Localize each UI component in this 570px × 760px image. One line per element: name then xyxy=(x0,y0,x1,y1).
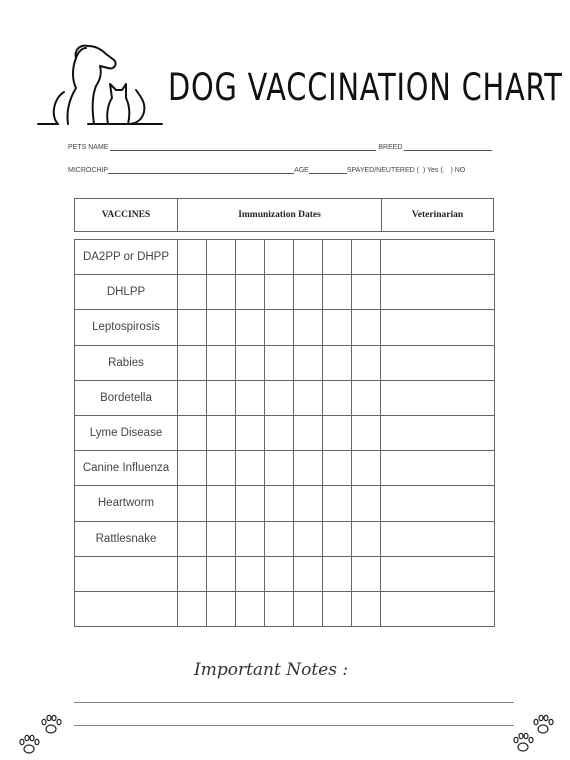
date-cell[interactable] xyxy=(236,451,265,486)
important-notes-label: Important Notes : xyxy=(194,660,349,680)
table-row xyxy=(75,240,495,275)
date-cell[interactable] xyxy=(265,345,294,380)
date-cell[interactable] xyxy=(294,556,323,591)
age-label: AGE xyxy=(294,167,309,174)
date-cell[interactable] xyxy=(236,310,265,345)
table-row xyxy=(75,415,495,450)
date-cell[interactable] xyxy=(207,556,236,591)
no-option[interactable]: ) NO xyxy=(450,167,466,174)
page-title: DOG VACCINATION CHART xyxy=(168,66,563,109)
date-cell[interactable] xyxy=(323,275,352,310)
vaccination-table xyxy=(74,239,495,627)
table-row xyxy=(75,310,495,345)
date-cell[interactable] xyxy=(323,451,352,486)
date-cell[interactable] xyxy=(265,240,294,275)
date-cell[interactable] xyxy=(265,380,294,415)
date-cell[interactable] xyxy=(207,486,236,521)
date-cell[interactable] xyxy=(265,275,294,310)
date-cell[interactable] xyxy=(352,240,381,275)
date-cell[interactable] xyxy=(178,591,207,626)
date-cell[interactable] xyxy=(178,415,207,450)
date-cell[interactable] xyxy=(294,380,323,415)
vaccine-name-cell: Rattlesnake xyxy=(75,521,178,556)
table-row xyxy=(75,486,495,521)
date-cell[interactable] xyxy=(178,310,207,345)
date-cell[interactable] xyxy=(352,275,381,310)
date-cell[interactable] xyxy=(265,556,294,591)
veterinarian-cell[interactable] xyxy=(381,275,495,310)
date-cell[interactable] xyxy=(323,345,352,380)
date-cell[interactable] xyxy=(236,591,265,626)
info-row-1 xyxy=(68,143,492,151)
veterinarian-cell[interactable] xyxy=(381,345,495,380)
date-cell[interactable] xyxy=(236,275,265,310)
header-veterinarian: Veterinarian xyxy=(411,210,464,220)
date-cell[interactable] xyxy=(294,486,323,521)
age-field[interactable] xyxy=(309,166,347,174)
veterinarian-cell[interactable] xyxy=(381,310,495,345)
vaccine-name-cell: DHLPP xyxy=(75,275,178,310)
vaccine-name-cell xyxy=(75,556,178,591)
date-cell[interactable] xyxy=(265,521,294,556)
veterinarian-cell[interactable] xyxy=(381,591,495,626)
date-cell[interactable] xyxy=(352,521,381,556)
vaccine-name-cell: Rabies xyxy=(75,345,178,380)
date-cell[interactable] xyxy=(207,310,236,345)
table-row xyxy=(75,380,495,415)
date-cell[interactable] xyxy=(352,556,381,591)
yes-option[interactable]: ) Yes (. xyxy=(422,167,445,174)
date-cell[interactable] xyxy=(323,591,352,626)
date-cell[interactable] xyxy=(352,380,381,415)
vaccine-name-cell: Lyme Disease xyxy=(75,415,178,450)
header-vaccines: VACCINES xyxy=(75,199,178,231)
date-cell[interactable] xyxy=(178,275,207,310)
date-cell[interactable] xyxy=(178,556,207,591)
date-cell[interactable] xyxy=(178,345,207,380)
veterinarian-cell[interactable] xyxy=(381,415,495,450)
date-cell[interactable] xyxy=(207,240,236,275)
vaccine-name-cell xyxy=(75,591,178,626)
date-cell[interactable] xyxy=(207,591,236,626)
table-row xyxy=(75,556,495,591)
table-row xyxy=(75,451,495,486)
date-cell[interactable] xyxy=(207,521,236,556)
notes-line-2[interactable] xyxy=(74,725,514,726)
table-row xyxy=(75,591,495,626)
veterinarian-cell[interactable] xyxy=(381,240,495,275)
date-cell[interactable] xyxy=(265,415,294,450)
date-cell[interactable] xyxy=(294,345,323,380)
date-cell[interactable] xyxy=(207,451,236,486)
date-cell[interactable] xyxy=(352,345,381,380)
date-cell[interactable] xyxy=(294,275,323,310)
info-row-2 xyxy=(68,166,465,174)
veterinarian-cell[interactable] xyxy=(381,486,495,521)
date-cell[interactable] xyxy=(352,415,381,450)
date-cell[interactable] xyxy=(178,451,207,486)
date-cell[interactable] xyxy=(265,591,294,626)
spayed-label: SPAYED/NEUTERED ( xyxy=(346,167,419,174)
date-cell[interactable] xyxy=(265,451,294,486)
date-cell[interactable] xyxy=(236,345,265,380)
date-cell[interactable] xyxy=(323,486,352,521)
date-cell[interactable] xyxy=(294,240,323,275)
veterinarian-cell[interactable] xyxy=(381,556,495,591)
date-cell[interactable] xyxy=(236,486,265,521)
date-cell[interactable] xyxy=(323,380,352,415)
date-cell[interactable] xyxy=(352,486,381,521)
paw-print-icon xyxy=(16,732,42,758)
date-cell[interactable] xyxy=(236,521,265,556)
microchip-label: MICROCHIP xyxy=(68,167,109,174)
vaccine-name-cell: Canine Influenza xyxy=(75,451,178,486)
date-cell[interactable] xyxy=(294,310,323,345)
date-cell[interactable] xyxy=(265,310,294,345)
vaccine-name-cell: DA2PP or DHPP xyxy=(75,240,178,275)
paw-print-icon xyxy=(510,730,536,756)
date-cell[interactable] xyxy=(265,486,294,521)
date-cell[interactable] xyxy=(236,240,265,275)
dog-cat-logo-icon xyxy=(36,40,164,128)
date-cell[interactable] xyxy=(236,380,265,415)
pets-name-label: PETS NAME xyxy=(68,144,109,151)
date-cell[interactable] xyxy=(323,521,352,556)
date-cell[interactable] xyxy=(323,240,352,275)
date-cell[interactable] xyxy=(207,275,236,310)
date-cell[interactable] xyxy=(323,310,352,345)
veterinarian-cell[interactable] xyxy=(381,451,495,486)
date-cell[interactable] xyxy=(352,310,381,345)
vaccine-name-cell: Leptospirosis xyxy=(75,310,178,345)
header-immunization-dates: Immunization Dates xyxy=(178,199,382,231)
date-cell[interactable] xyxy=(207,345,236,380)
breed-label: BREED xyxy=(378,144,403,151)
microchip-field[interactable] xyxy=(108,166,294,174)
date-cell[interactable] xyxy=(323,415,352,450)
vaccine-name-cell: Bordetella xyxy=(75,380,178,415)
date-cell[interactable] xyxy=(178,380,207,415)
date-cell[interactable] xyxy=(178,486,207,521)
date-cell[interactable] xyxy=(294,415,323,450)
pets-name-field[interactable] xyxy=(110,143,376,151)
breed-field[interactable] xyxy=(404,143,492,151)
table-row xyxy=(75,521,495,556)
table-header xyxy=(74,198,494,232)
table-row xyxy=(75,275,495,310)
date-cell[interactable] xyxy=(178,521,207,556)
date-cell[interactable] xyxy=(236,415,265,450)
date-cell[interactable] xyxy=(323,556,352,591)
vaccine-name-cell: Heartworm xyxy=(75,486,178,521)
date-cell[interactable] xyxy=(207,415,236,450)
veterinarian-cell[interactable] xyxy=(381,521,495,556)
date-cell[interactable] xyxy=(207,380,236,415)
date-cell[interactable] xyxy=(294,451,323,486)
date-cell[interactable] xyxy=(352,451,381,486)
notes-line-1[interactable] xyxy=(74,702,514,703)
date-cell[interactable] xyxy=(352,591,381,626)
veterinarian-cell[interactable] xyxy=(381,380,495,415)
date-cell[interactable] xyxy=(294,591,323,626)
date-cell[interactable] xyxy=(294,521,323,556)
date-cell[interactable] xyxy=(178,240,207,275)
date-cell[interactable] xyxy=(236,556,265,591)
table-row xyxy=(75,345,495,380)
